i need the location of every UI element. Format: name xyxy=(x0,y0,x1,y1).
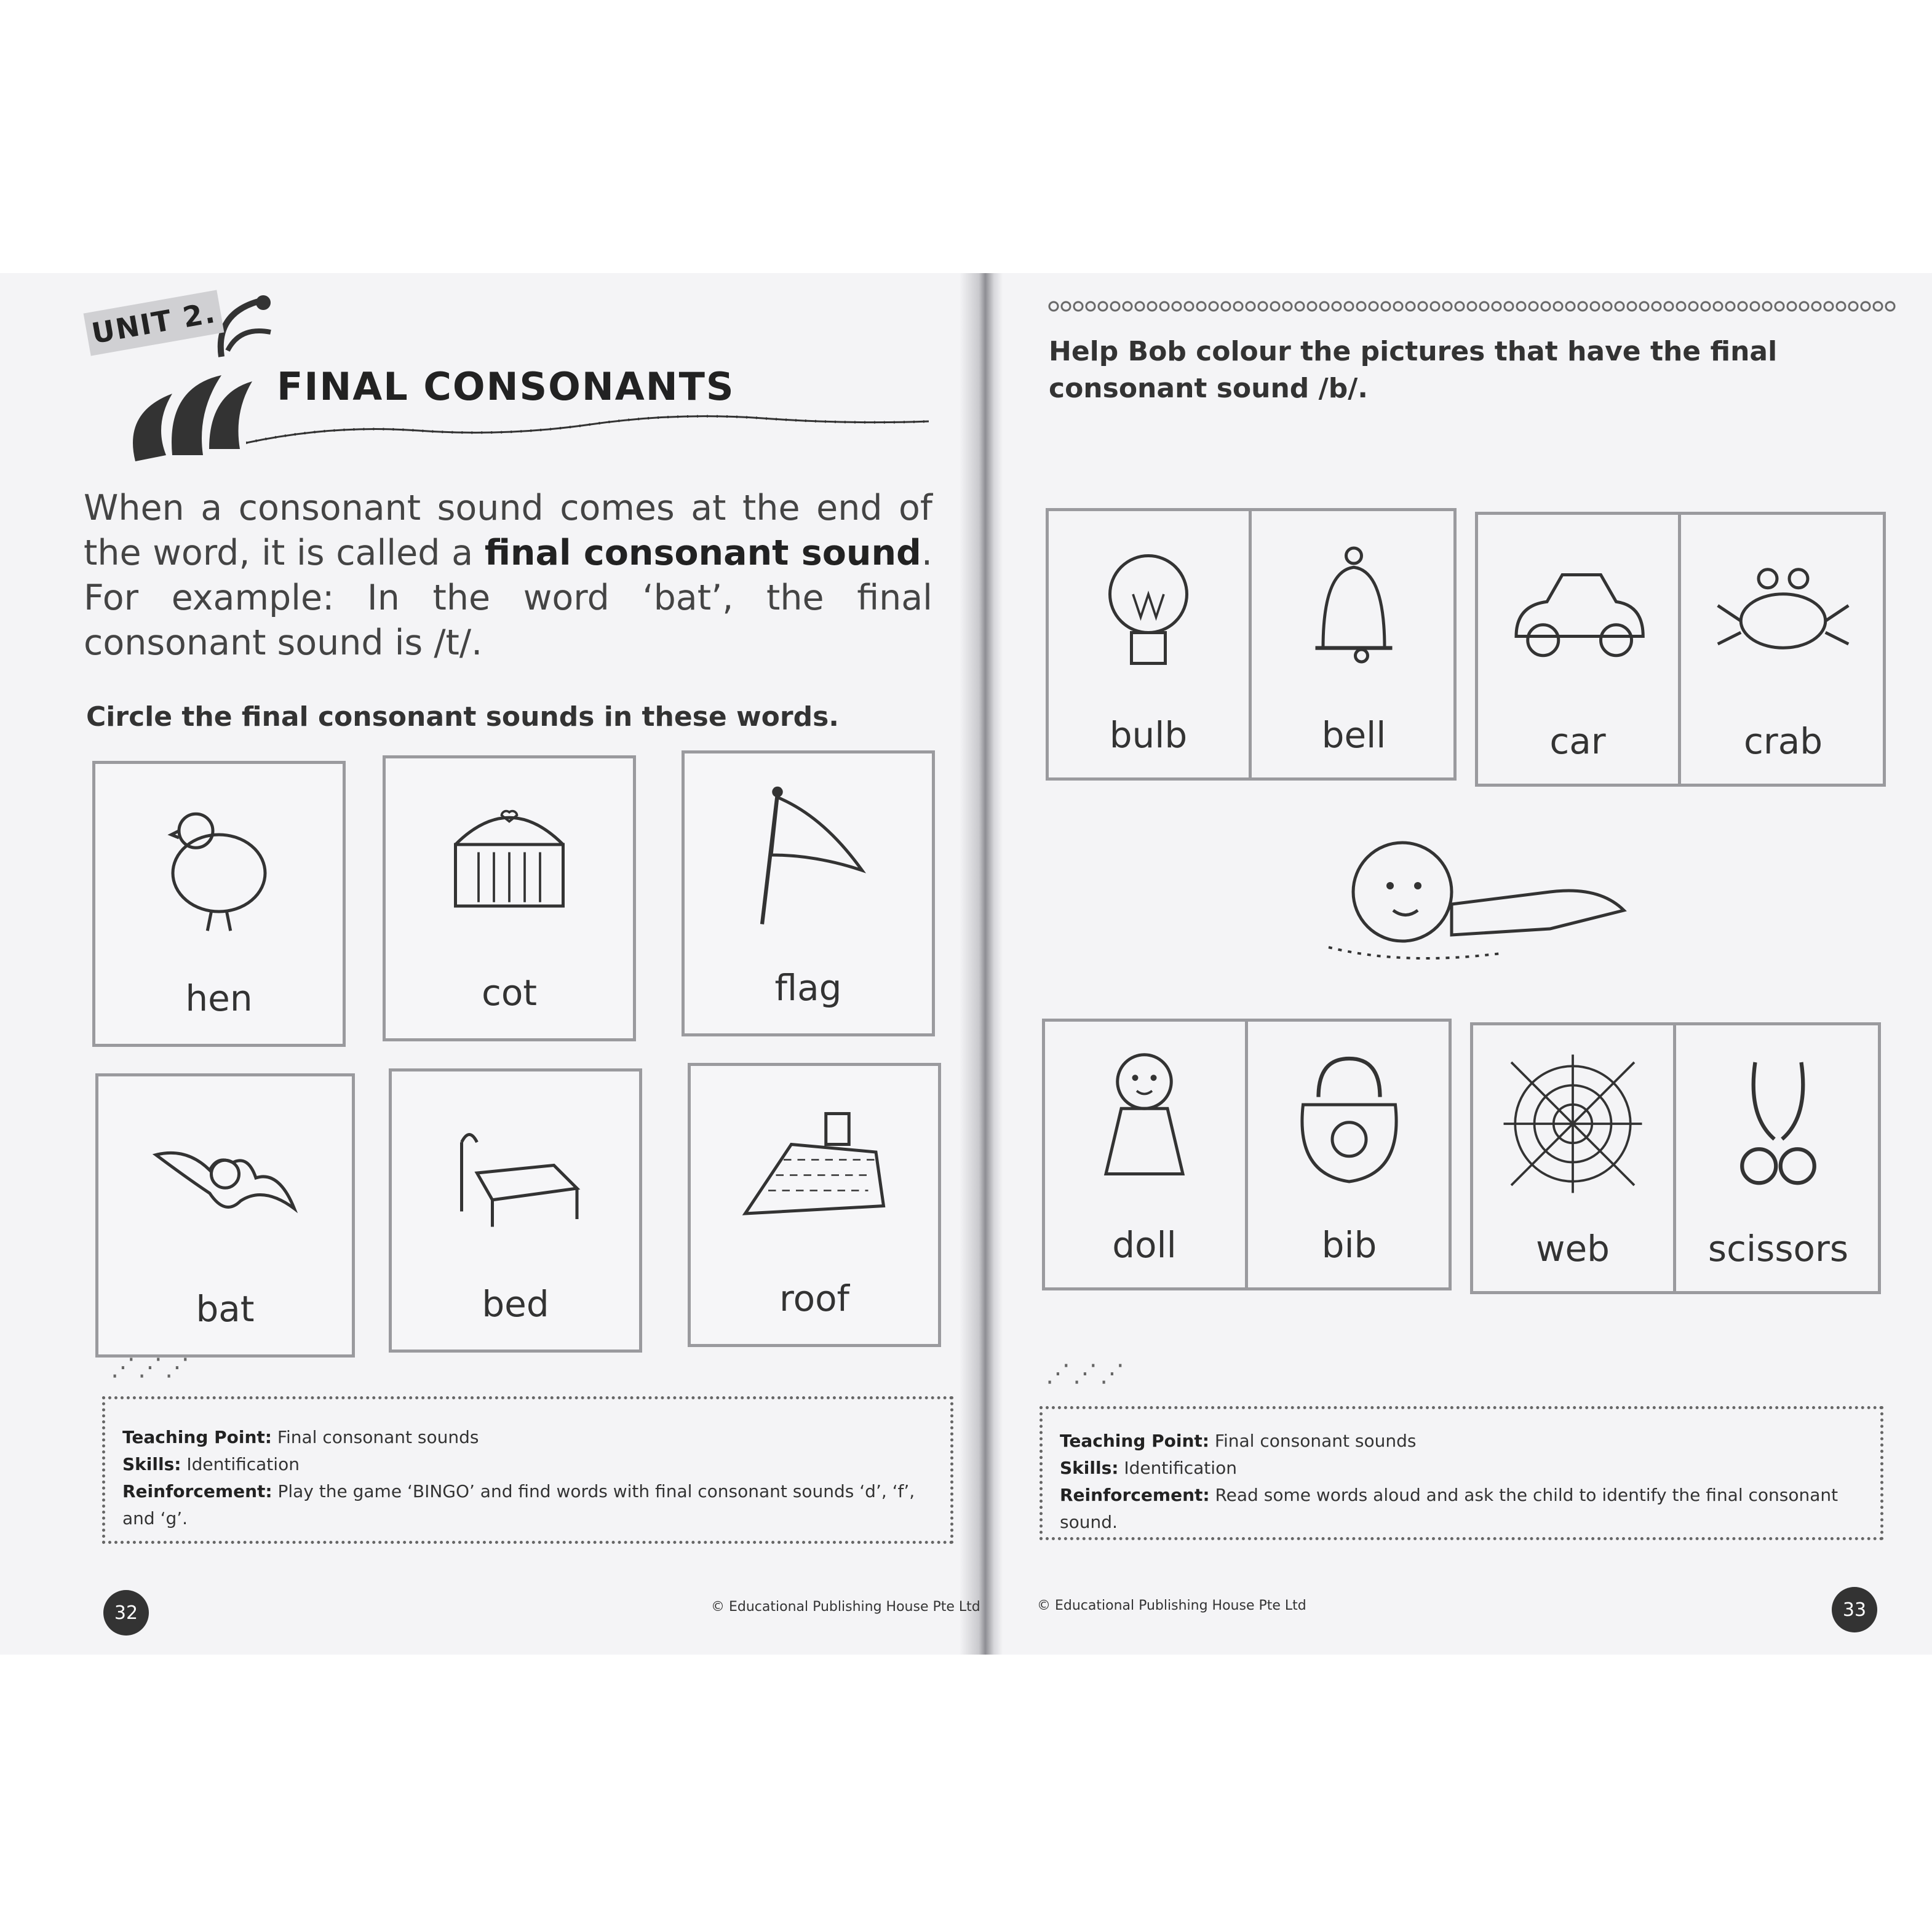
intro-text-2: . For example: In the word ‘bat’, the final consonant sound is /t/. xyxy=(84,533,932,663)
word-label: car xyxy=(1549,720,1606,762)
note-value: Final consonant sounds xyxy=(272,1427,479,1447)
copyright-right: © Educational Publishing House Pte Ltd xyxy=(1037,1598,1306,1613)
card-bib[interactable] xyxy=(1247,1019,1452,1290)
note-value: Identification xyxy=(1118,1458,1237,1478)
scissors-icon xyxy=(1676,1047,1881,1201)
note-reinforcement xyxy=(1060,1482,1863,1536)
unit-title: FINAL CONSONANTS xyxy=(277,364,735,409)
note-teaching-point xyxy=(122,1424,933,1451)
intro-paragraph xyxy=(84,486,932,666)
note-value: Final consonant sounds xyxy=(1209,1431,1417,1451)
note-reinforcement xyxy=(122,1478,933,1532)
word-label: flag xyxy=(774,967,842,1009)
note-value: Read some words aloud and ask the child to identify the final consonant sound. xyxy=(1060,1485,1839,1532)
word-label: web xyxy=(1536,1228,1610,1270)
page-number-left: 32 xyxy=(103,1590,149,1636)
note-teaching-point xyxy=(1060,1428,1863,1455)
note-value: Play the game ‘BINGO’ and find words with final consonant sounds ‘d’, ‘f’, and ‘g’. xyxy=(122,1481,915,1529)
word-label: roof xyxy=(779,1278,849,1319)
note-label: Skills: xyxy=(1060,1458,1119,1478)
word-label: cot xyxy=(481,972,538,1014)
title-underline-squiggle xyxy=(246,406,929,455)
card-flag[interactable] xyxy=(682,750,935,1036)
card-bat[interactable] xyxy=(95,1073,355,1358)
decorative-chain-border xyxy=(1047,299,1896,314)
note-label: Reinforcement: xyxy=(122,1481,272,1501)
note-skills xyxy=(1060,1455,1863,1482)
bob-boy-icon xyxy=(1316,824,1636,972)
word-label: doll xyxy=(1112,1224,1177,1266)
word-label: bed xyxy=(482,1283,549,1325)
bib-icon xyxy=(1247,1043,1452,1197)
word-label: bell xyxy=(1321,714,1386,756)
note-skills xyxy=(122,1451,933,1478)
word-label: bat xyxy=(196,1288,255,1330)
spider-web-icon xyxy=(1470,1047,1676,1201)
bulb-icon xyxy=(1046,533,1251,686)
right-teaching-note xyxy=(1040,1406,1883,1540)
doll-icon xyxy=(1042,1043,1247,1197)
bed-icon xyxy=(392,1096,639,1250)
word-label: bib xyxy=(1321,1224,1377,1266)
book-spine xyxy=(960,273,1003,1655)
cot-icon xyxy=(386,783,633,937)
left-instruction: Circle the final consonant sounds in these words. xyxy=(86,701,840,733)
word-label: bulb xyxy=(1109,714,1188,756)
note-label: Reinforcement: xyxy=(1060,1485,1210,1505)
note-tail: ⋰⋰⋰ xyxy=(1046,1359,1127,1388)
hen-icon xyxy=(95,789,343,942)
word-label: crab xyxy=(1743,720,1823,762)
note-label: Teaching Point: xyxy=(122,1427,272,1447)
flag-icon xyxy=(685,778,932,932)
bat-icon xyxy=(98,1101,352,1255)
roof-icon xyxy=(691,1091,938,1244)
card-cot[interactable] xyxy=(383,755,636,1041)
card-car[interactable] xyxy=(1475,512,1680,787)
card-roof[interactable] xyxy=(688,1063,941,1347)
card-doll[interactable] xyxy=(1042,1019,1247,1290)
word-label: hen xyxy=(185,977,253,1019)
crab-icon xyxy=(1680,536,1886,690)
card-web[interactable] xyxy=(1470,1022,1676,1294)
page-number-right: 33 xyxy=(1832,1587,1877,1632)
left-teaching-note xyxy=(102,1396,953,1544)
right-instruction: Help Bob colour the pictures that have the final consonant sound /b/. xyxy=(1049,336,1778,404)
note-label: Teaching Point: xyxy=(1060,1431,1209,1451)
note-label: Skills: xyxy=(122,1454,181,1474)
card-crab[interactable] xyxy=(1680,512,1886,787)
card-bell[interactable] xyxy=(1251,508,1457,781)
unit-badge: UNIT 2. xyxy=(84,290,225,356)
note-value: Identification xyxy=(181,1454,300,1474)
card-hen[interactable] xyxy=(92,761,346,1047)
intro-text-1: When a consonant sound comes at the end of the word, it is called a xyxy=(84,488,932,573)
car-icon xyxy=(1475,536,1680,690)
card-bed[interactable] xyxy=(389,1068,642,1353)
copyright-left: © Educational Publishing House Pte Ltd xyxy=(711,1599,980,1615)
bell-icon xyxy=(1251,533,1457,686)
word-label: scissors xyxy=(1707,1228,1849,1270)
intro-bold: final consonant sound xyxy=(484,533,921,573)
note-tail: ⋰⋰⋰ xyxy=(111,1353,192,1381)
card-bulb[interactable] xyxy=(1046,508,1251,781)
card-scissors[interactable] xyxy=(1676,1022,1881,1294)
